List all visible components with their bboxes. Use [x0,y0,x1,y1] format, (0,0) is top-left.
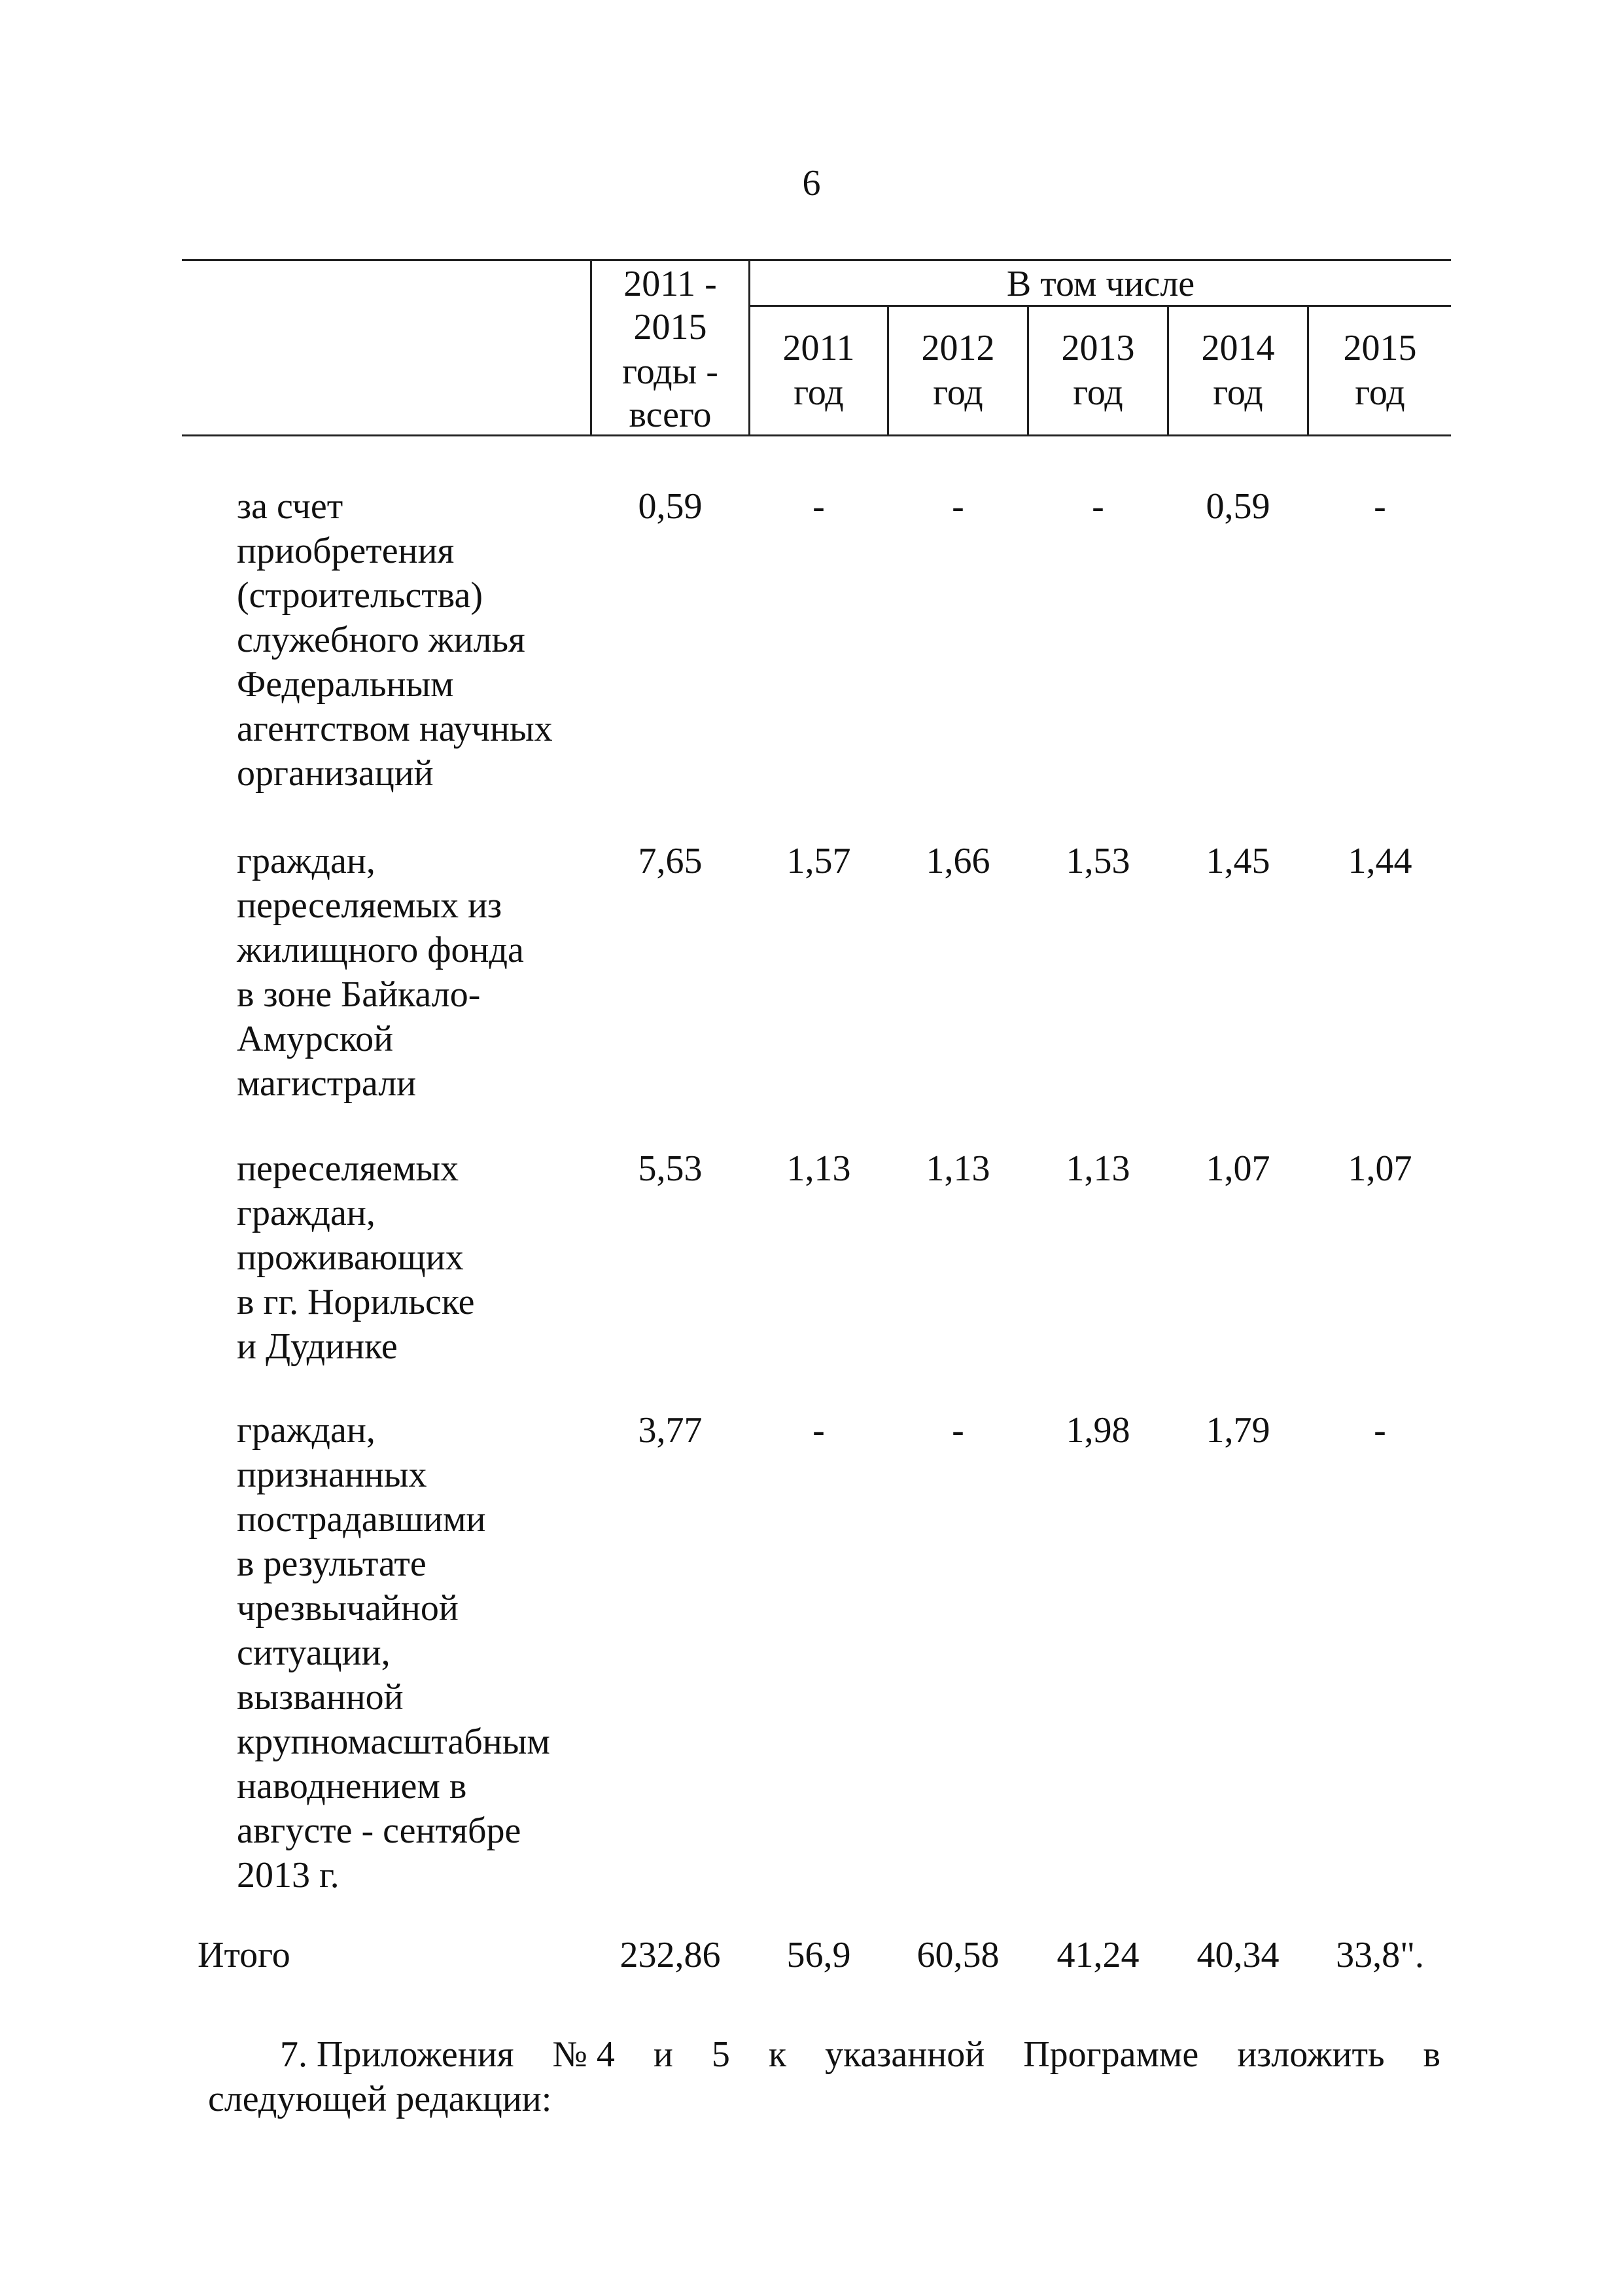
cell-total: 3,77 [638,1410,703,1451]
header-year-2014: 2014 [1201,328,1275,368]
cell-2012: 1,66 [926,841,990,881]
cell-2015: 1,44 [1348,841,1412,881]
cell-2014: 0,59 [1206,486,1270,527]
row-label-line: вызванной [237,1677,404,1718]
row-label [237,1146,603,1369]
total-cell-2014: 40,34 [1196,1935,1280,1975]
header-total-line-1: 2011 - [623,264,717,304]
footer-paragraph [208,2032,1440,2121]
footer-word: 7. Приложения [280,2034,514,2075]
row-label-line: чрезвычайной [237,1588,459,1629]
row-label-line: проживающих [237,1237,464,1278]
cell-2013: 1,13 [1066,1148,1130,1189]
row-label-line: организаций [237,753,434,794]
row-label [237,1408,603,1898]
row-label-line: и Дудинке [237,1326,398,1367]
header-year-2013: 2013 [1061,328,1135,368]
cell-2013: - [1092,486,1104,527]
footer-word: Программе [1023,2034,1199,2075]
header-year-2013-unit: год [1073,372,1123,413]
cell-2011: 1,13 [786,1148,851,1189]
row-label-line: граждан, [237,1410,375,1451]
header-year-2011-unit: год [794,372,844,413]
row-label-line: ситуации, [237,1633,391,1673]
row-label-line: за счет [237,486,343,527]
row-label-line: агентством научных [237,709,553,749]
cell-2015: - [1374,486,1386,527]
row-label-line: Федеральным [237,664,454,705]
row-label-line: Амурской [237,1019,394,1059]
footer-word: № 4 [552,2034,615,2075]
row-label-line: признанных [237,1455,427,1495]
footer-word: изложить [1237,2034,1385,2075]
cell-2015: 1,07 [1348,1148,1412,1189]
total-label: Итого [198,1935,290,1975]
footer-word: 5 [711,2034,730,2075]
row-label-line: (строительства) [237,575,483,616]
row-label-line: наводнением в [237,1766,467,1807]
header-group-label: В том числе [1006,264,1195,304]
footer-line-1 [208,2032,1440,2077]
total-cell-2013: 41,24 [1056,1935,1140,1975]
row-label-line: граждан, [237,841,375,881]
total-cell-2012: 60,58 [916,1935,1000,1975]
row-label-line: в зоне Байкало- [237,974,481,1015]
cell-2015: - [1374,1410,1386,1451]
header-year-2012: 2012 [921,328,995,368]
header-total-line-3: годы - [622,351,718,392]
row-label-line: граждан, [237,1193,375,1233]
total-cell-2015: 33,8". [1336,1935,1424,1975]
header-bottom-rule [182,434,1451,436]
header-year-2015: 2015 [1343,328,1417,368]
cell-2013: 1,53 [1066,841,1130,881]
row-label-line: 2013 г. [237,1855,340,1896]
cell-2011: - [812,1410,825,1451]
footer-word: и [653,2034,673,2075]
cell-total: 0,59 [638,486,703,527]
total-cell-all: 232,86 [620,1935,721,1975]
row-label [237,839,603,1106]
row-label-line: приобретения [237,531,455,571]
row-label-line: пострадавшими [237,1499,486,1540]
footer-word: к [768,2034,787,2075]
page-number: 6 [802,163,821,203]
cell-2012: 1,13 [926,1148,990,1189]
row-label-line: в гг. Норильске [237,1282,475,1322]
cell-2012: - [952,486,964,527]
cell-2014: 1,07 [1206,1148,1270,1189]
row-label-line: переселяемых [237,1148,459,1189]
header-year-2011: 2011 [782,328,855,368]
total-cell-2011: 56,9 [786,1935,851,1975]
cell-2011: 1,57 [786,841,851,881]
row-label-line: переселяемых из [237,885,502,926]
row-label-line: в результате [237,1544,427,1584]
header-year-2012-unit: год [933,372,983,413]
row-label-line: магистрали [237,1063,417,1104]
footer-word: указанной [825,2034,985,2075]
row-label-line: крупномасштабным [237,1722,550,1762]
cell-2014: 1,45 [1206,841,1270,881]
footer-word: в [1423,2034,1440,2075]
footer-line-2: следующей редакции: [208,2079,552,2119]
cell-2011: - [812,486,825,527]
row-label-line: служебного жилья [237,620,525,660]
cell-2014: 1,79 [1206,1410,1270,1451]
row-label-line: августе - сентябре [237,1810,521,1851]
header-top-rule [182,259,1451,261]
cell-total: 5,53 [638,1148,703,1189]
header-year-2014-unit: год [1213,372,1263,413]
header-year-2015-unit: год [1355,372,1405,413]
cell-total: 7,65 [638,841,703,881]
cell-2012: - [952,1410,964,1451]
row-label [237,484,603,796]
header-total-line-4: всего [629,395,712,435]
cell-2013: 1,98 [1066,1410,1130,1451]
row-label-line: жилищного фонда [237,930,524,970]
header-total-line-2: 2015 [633,307,707,347]
